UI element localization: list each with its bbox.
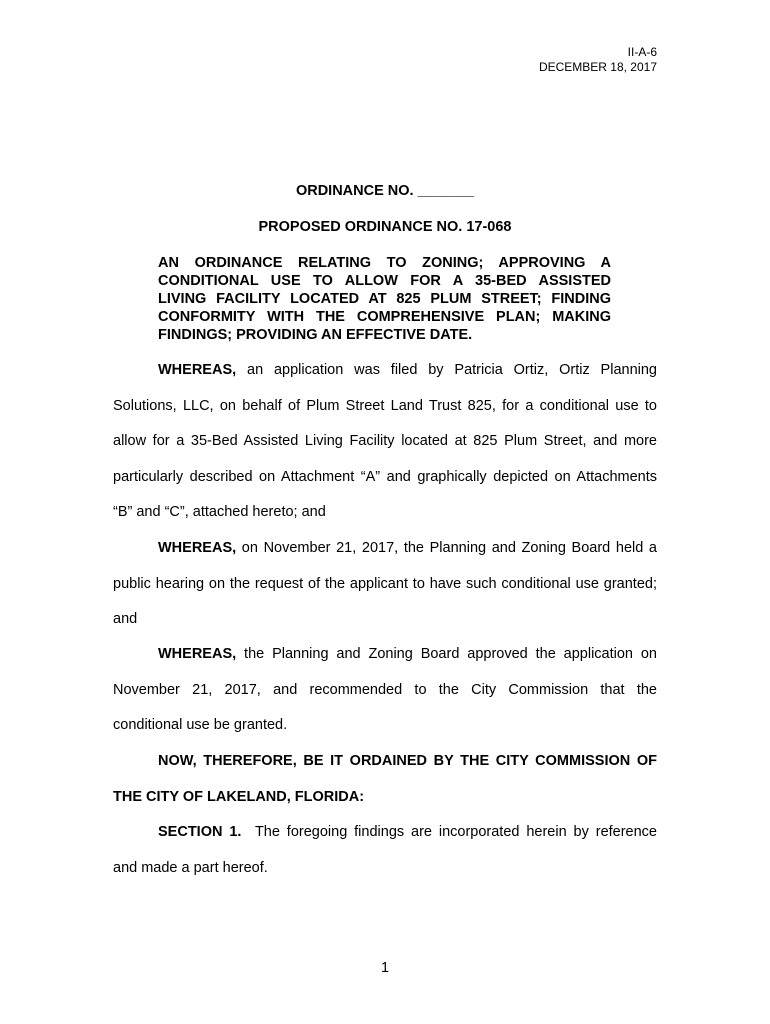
whereas-paragraph-3 — [113, 637, 657, 744]
paragraph-line: and made a part hereof. — [113, 859, 268, 876]
header-date: DECEMBER 18, 2017 — [538, 60, 657, 74]
line-text: an application was filed by Patricia Ortiz, Ortiz Planning — [236, 362, 657, 378]
line-text: The foregoing findings are incorporated herein by reference — [241, 824, 657, 840]
enacting-clause — [113, 744, 657, 815]
paragraph-line: “B” and “C”, attached hereto; and — [113, 504, 326, 521]
paragraph-line: November 21, 2017, and recommended to the City Commission that the — [113, 681, 657, 698]
page-number: 1 — [380, 960, 390, 976]
paragraph-line: conditional use be granted. — [113, 717, 288, 734]
title-line: FINDINGS; PROVIDING AN EFFECTIVE DATE. — [158, 327, 473, 343]
paragraph-line: NOW, THEREFORE, BE IT ORDAINED BY THE CITY COMMISSION OF — [158, 753, 657, 769]
section-1-paragraph — [113, 815, 657, 886]
paragraph-line — [113, 531, 657, 567]
ordinance-title — [158, 254, 611, 344]
document-header — [539, 45, 657, 75]
whereas-lead: WHEREAS, — [158, 646, 237, 662]
title-line: LIVING FACILITY LOCATED AT 825 PLUM STREET; FINDING — [158, 291, 611, 307]
line-text: the Planning and Zoning Board approved the application on — [236, 646, 657, 662]
whereas-paragraph-1 — [113, 353, 657, 531]
title-line: AN ORDINANCE RELATING TO ZONING; APPROVING A — [158, 255, 611, 271]
whereas-lead: WHEREAS, — [158, 362, 237, 378]
paragraph-line — [113, 353, 657, 389]
section-lead: SECTION 1. — [158, 824, 242, 840]
line-text: on November 21, 2017, the Planning and Zoning Board held a — [236, 540, 657, 556]
agenda-item-number: II-A-6 — [627, 45, 657, 59]
ordinance-number-heading: ORDINANCE NO. _______ — [295, 183, 475, 199]
paragraph-line: THE CITY OF LAKELAND, FLORIDA: — [113, 788, 365, 805]
paragraph-line: and — [113, 611, 138, 628]
whereas-paragraph-2 — [113, 531, 657, 638]
paragraph-line: particularly described on Attachment “A” and graphically depicted on Attachments — [113, 468, 657, 485]
proposed-ordinance-number-heading: PROPOSED ORDINANCE NO. 17-068 — [258, 219, 512, 235]
paragraph-line: Solutions, LLC, on behalf of Plum Street Land Trust 825, for a conditional use to — [113, 397, 657, 414]
paragraph-line — [113, 815, 657, 851]
paragraph-line: public hearing on the request of the applicant to have such conditional use granted; — [113, 575, 657, 592]
paragraph-line — [113, 637, 657, 673]
title-line: CONFORMITY WITH THE COMPREHENSIVE PLAN; MAKING — [158, 309, 611, 325]
whereas-lead: WHEREAS, — [158, 540, 237, 556]
paragraph-line: allow for a 35-Bed Assisted Living Facility located at 825 Plum Street, and more — [113, 433, 657, 450]
title-line: CONDITIONAL USE TO ALLOW FOR A 35-BED ASSISTED — [158, 273, 611, 289]
